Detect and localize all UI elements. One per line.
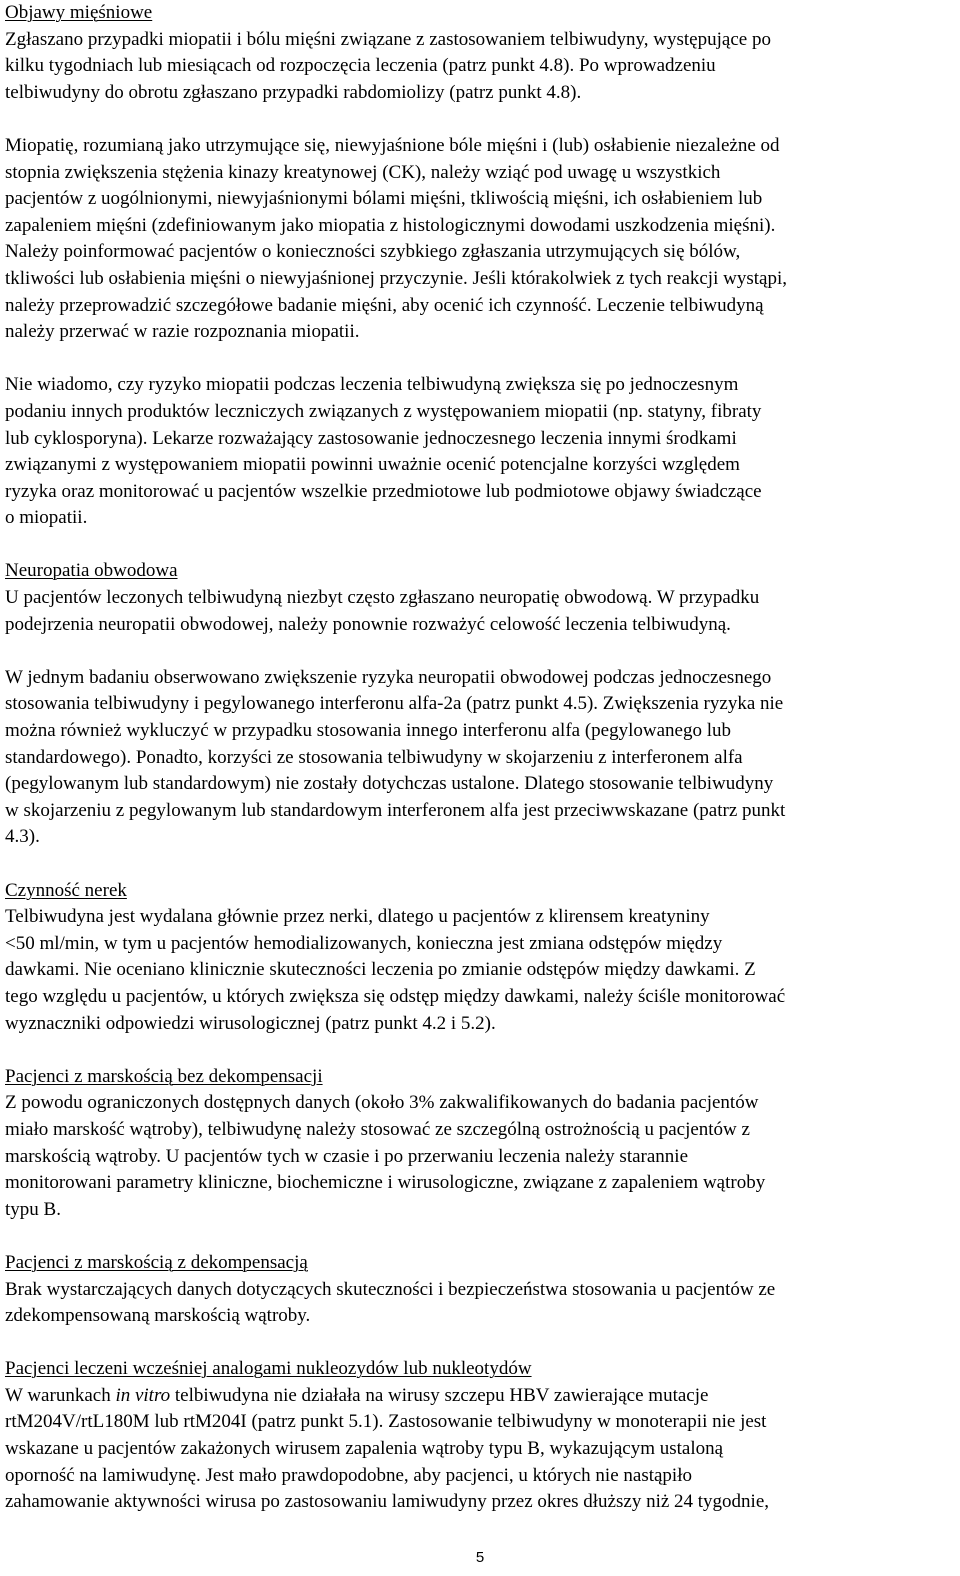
text-line: Należy poinformować pacjentów o konieczności szybkiego zgłaszania utrzymujących się bólów, (5, 241, 741, 263)
text-line: Z powodu ograniczonych dostępnych danych (około 3% zakwalifikowanych do badania pacjentów (5, 1092, 759, 1114)
text-line: można również wykluczyć w przypadku stosowania innego interferonu alfa (pegylowanego lub (5, 720, 731, 742)
text-line: dawkami. Nie oceniano klinicznie skuteczności leczenia po zmianie odstępów między dawkami. Z (5, 959, 756, 981)
section-heading: Pacjenci z marskością bez dekompensacji (5, 1065, 323, 1087)
text-line: U pacjentów leczonych telbiwudyną niezbyt często zgłaszano neuropatię obwodową. W przypadku (5, 587, 760, 609)
text-line: zdekompensowaną marskością wątroby. (5, 1305, 311, 1327)
text-line: zapaleniem mięśni (zdefiniowanym jako miopatia z histologicznymi dowodami uszkodzenia mięśni). (5, 214, 776, 236)
text-line: ryzyka oraz monitorować u pacjentów wszelkie przedmiotowe lub podmiotowe objawy świadczące (5, 480, 762, 502)
paragraph (5, 904, 955, 1037)
text-line: Nie wiadomo, czy ryzyko miopatii podczas leczenia telbiwudyną zwiększa się po jednoczesnym (5, 374, 739, 396)
paragraph-spacer (5, 346, 955, 373)
section-spacer (5, 1330, 955, 1357)
text-line: miało marskość wątroby), telbiwudynę należy stosować ze szczególną ostrożnością u pacjentów z (5, 1118, 750, 1140)
text-line: podejrzenia neuropatii obwodowej, należy ponownie rozważyć celowość leczenia telbiwudyną. (5, 613, 731, 635)
text-line: Telbiwudyna jest wydalana głównie przez nerki, dlatego u pacjentów z klirensem kreatyniny (5, 906, 710, 928)
paragraph (5, 133, 955, 346)
text-line: typu B. (5, 1198, 61, 1220)
text-line: (pegylowanym lub standardowym) nie zostały dotychczas ustalone. Dlatego stosowanie telbiwudyny (5, 773, 774, 795)
section-spacer (5, 532, 955, 559)
section-spacer (5, 1223, 955, 1250)
section (5, 1064, 955, 1224)
text-line: standardowego). Ponadto, korzyści ze stosowania telbiwudyny w skojarzeniu z interferonem alfa (5, 746, 743, 768)
paragraph (5, 585, 955, 638)
paragraph-spacer (5, 106, 955, 133)
section-heading: Neuropatia obwodowa (5, 560, 178, 582)
paragraph-spacer (5, 638, 955, 665)
section (5, 1356, 955, 1516)
text-line: Brak wystarczających danych dotyczących skuteczności i bezpieczeństwa stosowania u pacjentów ze (5, 1278, 776, 1300)
section-spacer (5, 1037, 955, 1064)
text-line: Miopatię, rozumianą jako utrzymujące się, niewyjaśnione bóle mięśni i (lub) osłabienie niezależne od (5, 134, 780, 156)
text-line: należy przerwać w razie rozpoznania miopatii. (5, 321, 360, 343)
section (5, 878, 955, 1038)
paragraph (5, 1090, 955, 1223)
text-line: zahamowanie aktywności wirusa po zastosowaniu lamiwudyny przez okres dłuższy niż 24 tygodnie, (5, 1491, 770, 1513)
text-line: W jednym badaniu obserwowano zwiększenie ryzyka neuropatii obwodowej podczas jednoczesnego (5, 666, 772, 688)
section-heading: Pacjenci leczeni wcześniej analogami nukleozydów lub nukleotydów (5, 1358, 532, 1380)
document-content (5, 0, 955, 1516)
paragraph (5, 27, 955, 107)
text-line: W warunkach in vitro telbiwudyna nie działała na wirusy szczepu HBV zawierające mutacje (5, 1384, 709, 1406)
text-line: stopnia zwiększenia stężenia kinazy kreatynowej (CK), należy wziąć pod uwagę u wszystkich (5, 161, 721, 183)
italic-phrase: in vitro (115, 1384, 171, 1406)
document-page (5, 0, 955, 1516)
text-line: monitorowani parametry kliniczne, biochemiczne i wirusologiczne, związane z zapaleniem wątroby (5, 1172, 766, 1194)
text-line: wskazane u pacjentów zakażonych wirusem zapalenia wątroby typu B, wykazującym ustaloną (5, 1438, 724, 1460)
section (5, 0, 955, 532)
text-line: stosowania telbiwudyny i pegylowanego interferonu alfa-2a (patrz punkt 4.5). Zwiększenia ryzyka nie (5, 693, 784, 715)
section-spacer (5, 851, 955, 878)
text-line: tkliwości lub osłabienia mięśni o niewyjaśnionej przyczynie. Jeśli którakolwiek z tych reakcji wystąpi, (5, 267, 787, 289)
text-line: <50 ml/min, w tym u pacjentów hemodializowanych, konieczna jest zmiana odstępów między (5, 932, 723, 954)
text-line: lub cyklosporyna). Lekarze rozważający zastosowanie jednoczesnego leczenia innymi środkami (5, 427, 737, 449)
text-line: tego względu u pacjentów, u których zwiększa się odstęp między dawkami, należy ściśle monitorować (5, 985, 786, 1007)
section-heading: Czynność nerek (5, 879, 127, 901)
text-line: podaniu innych produktów leczniczych związanych z występowaniem miopatii (np. statyny, fibraty (5, 400, 762, 422)
paragraph (5, 1383, 955, 1516)
text-line: w skojarzeniu z pegylowanym lub standardowym interferonem alfa jest przeciwwskazane (patrz punkt (5, 799, 786, 821)
text-line: Zgłaszano przypadki miopatii i bólu mięśni związane z zastosowaniem telbiwudyny, występujące po (5, 28, 771, 50)
text-line: telbiwudyny do obrotu zgłaszano przypadki rabdomiolizy (patrz punkt 4.8). (5, 81, 582, 103)
paragraph (5, 1277, 955, 1330)
text-line: 4.3). (5, 826, 40, 848)
text-line: należy przeprowadzić szczegółowe badanie mięśni, aby ocenić ich czynność. Leczenie telbiwudyną (5, 294, 764, 316)
paragraph (5, 372, 955, 532)
text-line: rtM204V/rtL180M lub rtM204I (patrz punkt 5.1). Zastosowanie telbiwudyny w monoterapii nie jest (5, 1411, 767, 1433)
section (5, 558, 955, 851)
text-line: kilku tygodniach lub miesiącach od rozpoczęcia leczenia (patrz punkt 4.8). Po wprowadzeniu (5, 55, 716, 77)
section (5, 1250, 955, 1330)
page-number: 5 (475, 1549, 485, 1566)
text-line: związanymi z występowaniem miopatii powinni uważnie ocenić potencjalne korzyści względem (5, 454, 740, 476)
text-line: marskością wątroby. U pacjentów tych w czasie i po przerwaniu leczenia należy starannie (5, 1145, 688, 1167)
text-line: o miopatii. (5, 507, 88, 529)
text-line: oporność na lamiwudynę. Jest mało prawdopodobne, aby pacjenci, u których nie nastąpiło (5, 1464, 692, 1486)
text-line: pacjentów z uogólnionymi, niewyjaśnionymi bólami mięśni, tkliwością mięśni, ich osłabieniem lub (5, 188, 763, 210)
section-heading: Pacjenci z marskością z dekompensacją (5, 1251, 308, 1273)
paragraph (5, 665, 955, 851)
section-heading: Objawy mięśniowe (5, 2, 153, 23)
text-line: wyznaczniki odpowiedzi wirusologicznej (patrz punkt 4.2 i 5.2). (5, 1012, 496, 1034)
